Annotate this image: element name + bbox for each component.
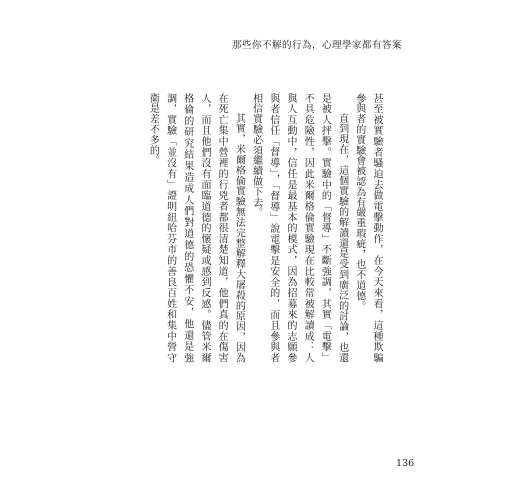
paragraph-1: 甚至被實驗者騷迫去做電擊動作，在今天來看，這種欺騙參與者的實驗會被認為有嚴重瑕疵，也不道德。: [353, 93, 382, 363]
paragraph-2: 直到現在，這個實驗的解讀還是受到廣泛的討論，也還是被人抨擊。實驗中的「督導」不斷強調，其實「電擊」不具危險性，因此米爾格倫實驗現在比較常被解讀成：人與人互動中，信任是最基本的模式，因為招募來的志願參與者信任「督導」，「督導」說電擊是安全的，而且參與者相信實驗必須繼續做下去。: [250, 93, 348, 363]
paragraph-3: 其實，米爾格倫實驗無法完整解釋大屠殺的原因，因為在死亡集中營裡的行兇者都很清楚知道，他們真的在傷害人，而且他們沒有面臨道德的懷疑或感到反感。儘管米爾格倫的研究結果造成人們對道德的恐懼不安，他還是強調，實驗「並沒有」證明紐哈芬市的善良百姓和集中營守衛是差不多的。: [147, 93, 245, 363]
running-header: 那些你不解的行為，心理學家都有答案: [231, 40, 402, 51]
page-number: 136: [396, 458, 415, 469]
body-text: [144, 93, 385, 363]
